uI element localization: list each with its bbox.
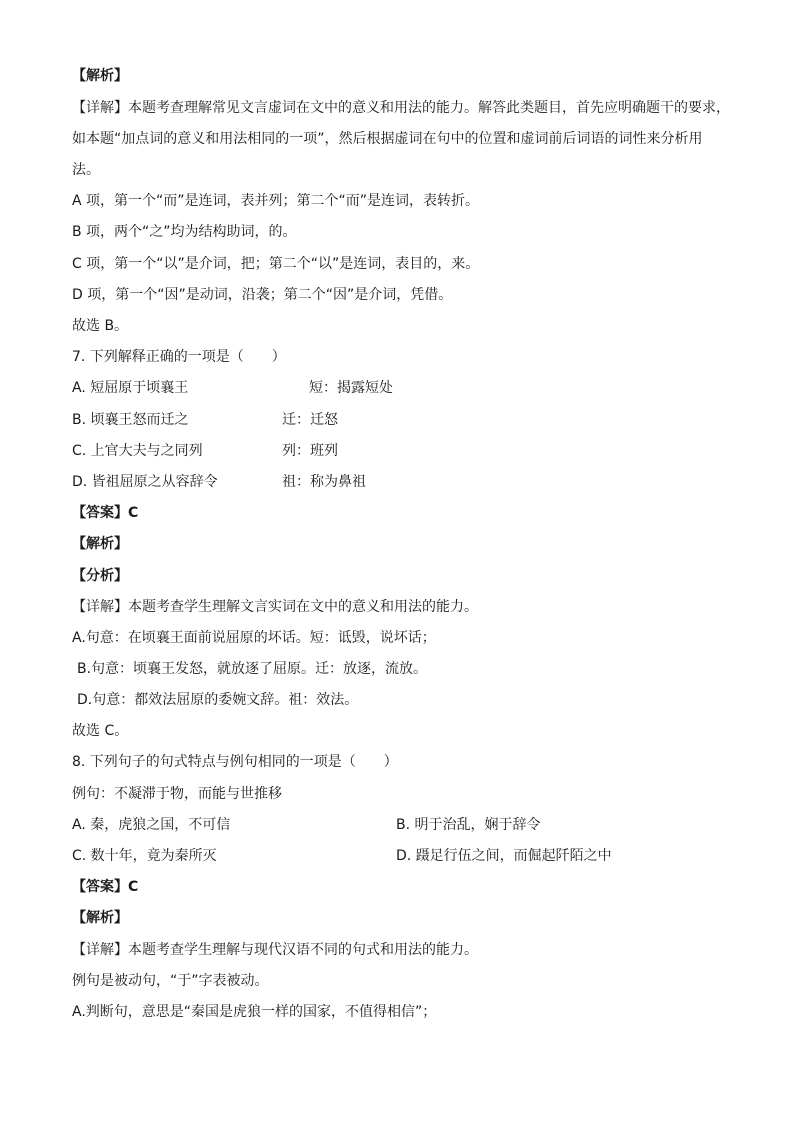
q8-answer: 【答案】C xyxy=(72,879,139,895)
q7-explain-b: B.句意：顷襄王发怒，就放逐了屈原。迁：放逐，流放。 xyxy=(77,661,428,677)
q6-item-a: A 项，第一个“而”是连词，表并列；第二个“而”是连词，表转折。 xyxy=(72,193,480,209)
q8-stem: 8. 下列句子的句式特点与例句相同的一项是（ ） xyxy=(72,754,398,770)
q7-answer: 【答案】C xyxy=(72,505,139,521)
q7-conclusion: 故选 C。 xyxy=(72,723,129,739)
q7-stem: 7. 下列解释正确的一项是（ ） xyxy=(72,349,286,365)
q8-option-d: D. 蹑足行伍之间，而倔起阡陌之中 xyxy=(396,848,612,864)
q7-explain-a: A.句意：在顷襄王面前说屈原的坏话。短：诋毁，说坏话； xyxy=(72,630,436,646)
q8-option-c: C. 数十年，竟为秦所灭 xyxy=(72,848,217,864)
q8-note: 例句是被动句，“于”字表被动。 xyxy=(72,973,269,989)
q7-option-b-gloss: 迁：迁怒 xyxy=(282,412,338,428)
q7-breakdown-heading: 【分析】 xyxy=(72,568,128,584)
q8-explain-a: A.判断句，意思是“秦国是虎狼一样的国家，不值得相信”； xyxy=(72,1004,437,1020)
q7-explain-d: D.句意：都效法屈原的委婉文辞。祖：效法。 xyxy=(77,692,359,708)
q7-option-b: B. 顷襄王怒而迁之 xyxy=(72,412,189,428)
q8-analysis-heading: 【解析】 xyxy=(72,910,128,926)
detail-line-1: 【详解】本题考查理解常见文言虚词在文中的意义和用法的能力。解答此类题目，首先应明确题干的要求， xyxy=(72,100,730,116)
q6-item-b: B 项，两个“之”均为结构助词，的。 xyxy=(72,224,297,240)
detail-line-2: 如本题“加点词的意义和用法相同的一项”，然后根据虚词在句中的位置和虚词前后词语的词性来分析用 xyxy=(72,131,703,147)
q7-option-c: C. 上官大夫与之同列 xyxy=(72,443,203,459)
q6-item-d: D 项，第一个“因”是动词，沿袭；第二个“因”是介词，凭借。 xyxy=(72,287,453,303)
q6-item-c: C 项，第一个“以”是介词，把；第二个“以”是连词，表目的，来。 xyxy=(72,256,480,272)
analysis-heading: 【解析】 xyxy=(72,68,128,84)
q7-detail: 【详解】本题考查学生理解文言实词在文中的意义和用法的能力。 xyxy=(72,599,478,615)
q7-option-d: D. 皆祖屈原之从容辞令 xyxy=(72,474,218,490)
q7-option-a: A. 短屈原于顷襄王 xyxy=(72,380,189,396)
q8-option-a: A. 秦，虎狼之国，不可信 xyxy=(72,817,231,833)
q6-conclusion: 故选 B。 xyxy=(72,318,129,334)
q7-option-a-gloss: 短：揭露短处 xyxy=(309,380,393,396)
q8-detail: 【详解】本题考查学生理解与现代汉语不同的句式和用法的能力。 xyxy=(72,942,478,958)
q7-option-d-gloss: 祖：称为鼻祖 xyxy=(282,474,366,490)
q7-option-c-gloss: 列：班列 xyxy=(282,443,338,459)
detail-line-3: 法。 xyxy=(72,162,100,178)
q8-example: 例句：不凝滞于物，而能与世推移 xyxy=(72,786,282,802)
q8-option-b: B. 明于治乱，娴于辞令 xyxy=(396,817,541,833)
q7-analysis-heading: 【解析】 xyxy=(72,536,128,552)
